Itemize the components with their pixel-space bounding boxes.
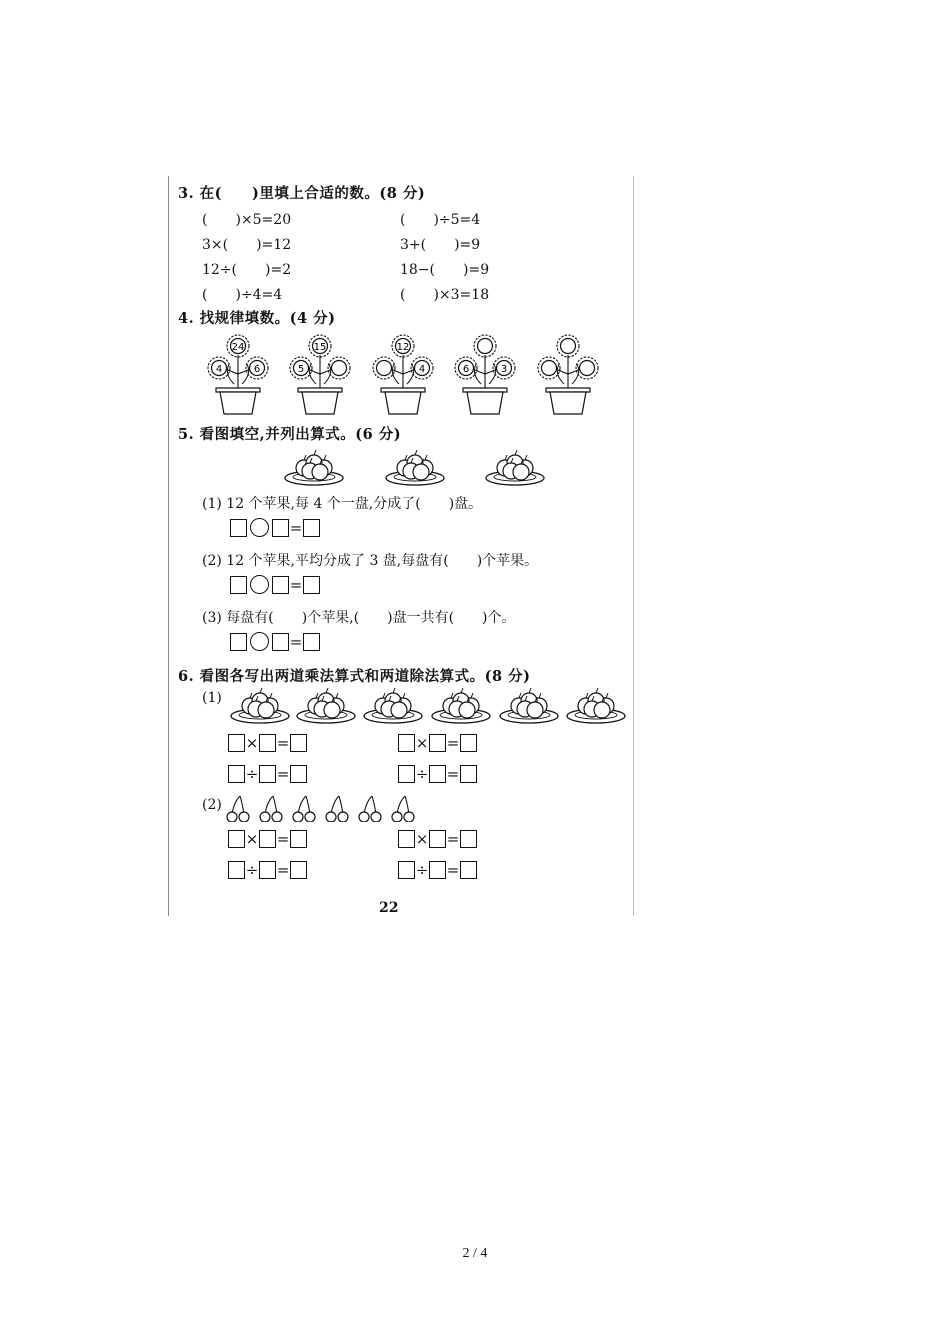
- q3-item: 12÷( )=2: [202, 262, 292, 278]
- cherry-pair: [260, 796, 282, 822]
- q3-item: 3×( )=12: [202, 237, 292, 253]
- flower-pots-figure: [194, 334, 614, 418]
- flower-pot-4: [455, 335, 515, 414]
- answer-box[interactable]: [398, 765, 415, 783]
- answer-box[interactable]: [460, 765, 477, 783]
- apple-plates-figure: [278, 446, 548, 488]
- q5-sub1: (1) 12 个苹果,每 4 个一盘,分成了( )盘。: [202, 496, 483, 512]
- answer-box[interactable]: [429, 765, 446, 783]
- q6-sub2-label: (2): [202, 797, 222, 813]
- answer-box[interactable]: [259, 861, 276, 879]
- flower-number: 5: [297, 364, 305, 375]
- times-sign: ×: [415, 830, 429, 848]
- flower-pot-1: [208, 335, 268, 414]
- document-page-indicator: 2 / 4: [462, 1246, 488, 1261]
- q3-title: 3. 在( )里填上合适的数。(8 分): [178, 185, 426, 202]
- cherry-pair: [392, 796, 414, 822]
- cherry-pair: [359, 796, 381, 822]
- answer-box[interactable]: [398, 830, 415, 848]
- scan-right-edge: [633, 176, 634, 916]
- plate-of-apples: [231, 688, 289, 723]
- flower-number: 6: [253, 364, 261, 375]
- q3-item: ( )×3=18: [400, 287, 490, 303]
- cherry-pair: [293, 796, 315, 822]
- q6-multiply-eq: [398, 734, 477, 752]
- divide-sign: ÷: [245, 765, 259, 783]
- operator-circle[interactable]: [250, 518, 269, 537]
- plate-of-apples: [500, 688, 558, 723]
- answer-box[interactable]: [230, 576, 247, 594]
- q6-divide-eq: [228, 765, 307, 783]
- operator-circle[interactable]: [250, 575, 269, 594]
- flower-number: 3: [500, 364, 508, 375]
- equals-sign: =: [276, 765, 290, 783]
- answer-box[interactable]: [259, 830, 276, 848]
- flower-number: 12: [396, 342, 410, 353]
- times-sign: ×: [245, 734, 259, 752]
- equals-sign: =: [276, 734, 290, 752]
- answer-box[interactable]: [228, 861, 245, 879]
- worksheet-scan: [168, 176, 634, 916]
- divide-sign: ÷: [415, 861, 429, 879]
- plate-of-apples: [486, 450, 544, 485]
- plate-of-apples: [567, 688, 625, 723]
- q6-multiply-eq: [398, 830, 477, 848]
- answer-box[interactable]: [460, 734, 477, 752]
- divide-sign: ÷: [245, 861, 259, 879]
- answer-box[interactable]: [230, 633, 247, 651]
- plate-of-apples: [386, 450, 444, 485]
- answer-box[interactable]: [290, 830, 307, 848]
- answer-box[interactable]: [272, 519, 289, 537]
- answer-box[interactable]: [272, 633, 289, 651]
- answer-box[interactable]: [228, 765, 245, 783]
- answer-box[interactable]: [290, 861, 307, 879]
- equals-sign: =: [446, 830, 460, 848]
- flower-number: 4: [215, 364, 223, 375]
- q5-equation-1: [230, 518, 320, 537]
- divide-sign: ÷: [415, 765, 429, 783]
- q3-item: ( )×5=20: [202, 212, 292, 228]
- answer-box[interactable]: [272, 576, 289, 594]
- answer-box[interactable]: [429, 734, 446, 752]
- flower-pot-5: [538, 335, 598, 414]
- plate-of-apples: [285, 450, 343, 485]
- equals-sign: =: [289, 518, 303, 537]
- answer-box[interactable]: [460, 861, 477, 879]
- answer-box[interactable]: [228, 830, 245, 848]
- q3-item: 18−( )=9: [400, 262, 490, 278]
- answer-box[interactable]: [303, 576, 320, 594]
- q6-multiply-eq: [228, 734, 307, 752]
- q6-title: 6. 看图各写出两道乘法算式和两道除法算式。(8 分): [178, 668, 531, 685]
- q5-sub3: (3) 每盘有( )个苹果,( )盘一共有( )个。: [202, 610, 516, 626]
- scan-left-edge: [168, 176, 169, 916]
- q4-title: 4. 找规律填数。(4 分): [178, 310, 336, 327]
- times-sign: ×: [245, 830, 259, 848]
- six-apple-plates-figure: [228, 684, 630, 726]
- times-sign: ×: [415, 734, 429, 752]
- answer-box[interactable]: [429, 830, 446, 848]
- answer-box[interactable]: [398, 861, 415, 879]
- cherry-pair: [326, 796, 348, 822]
- cherry-pair: [227, 796, 249, 822]
- answer-box[interactable]: [259, 765, 276, 783]
- plate-of-apples: [297, 688, 355, 723]
- q6-divide-eq: [398, 765, 477, 783]
- answer-box[interactable]: [398, 734, 415, 752]
- q3-item: ( )÷4=4: [202, 287, 283, 303]
- equals-sign: =: [446, 734, 460, 752]
- q6-multiply-eq: [228, 830, 307, 848]
- answer-box[interactable]: [429, 861, 446, 879]
- q5-title: 5. 看图填空,并列出算式。(6 分): [178, 426, 402, 443]
- q5-equation-3: [230, 632, 320, 651]
- flower-number: 4: [418, 364, 426, 375]
- flower-pot-3: [373, 335, 433, 414]
- operator-circle[interactable]: [250, 632, 269, 651]
- answer-box[interactable]: [228, 734, 245, 752]
- equals-sign: =: [276, 830, 290, 848]
- answer-box[interactable]: [259, 734, 276, 752]
- equals-sign: =: [446, 861, 460, 879]
- plate-of-apples: [432, 688, 490, 723]
- equals-sign: =: [276, 861, 290, 879]
- equals-sign: =: [289, 575, 303, 594]
- equals-sign: =: [446, 765, 460, 783]
- answer-box[interactable]: [290, 765, 307, 783]
- book-page-number: 22: [379, 900, 399, 916]
- flower-number: 24: [231, 342, 245, 353]
- equals-sign: =: [289, 632, 303, 651]
- q6-divide-eq: [398, 861, 477, 879]
- q6-sub1-label: (1): [202, 690, 222, 706]
- flower-pot-2: [290, 335, 350, 414]
- q5-equation-2: [230, 575, 320, 594]
- answer-box[interactable]: [290, 734, 307, 752]
- flower-number: 6: [462, 364, 470, 375]
- answer-box[interactable]: [230, 519, 247, 537]
- q5-sub2: (2) 12 个苹果,平均分成了 3 盘,每盘有( )个苹果。: [202, 553, 539, 569]
- q6-divide-eq: [228, 861, 307, 879]
- cherries-figure: [226, 794, 426, 822]
- plate-of-apples: [364, 688, 422, 723]
- q3-item: ( )÷5=4: [400, 212, 481, 228]
- q3-item: 3+( )=9: [400, 237, 481, 253]
- answer-box[interactable]: [460, 830, 477, 848]
- answer-box[interactable]: [303, 519, 320, 537]
- flower-number: 15: [313, 342, 327, 353]
- answer-box[interactable]: [303, 633, 320, 651]
